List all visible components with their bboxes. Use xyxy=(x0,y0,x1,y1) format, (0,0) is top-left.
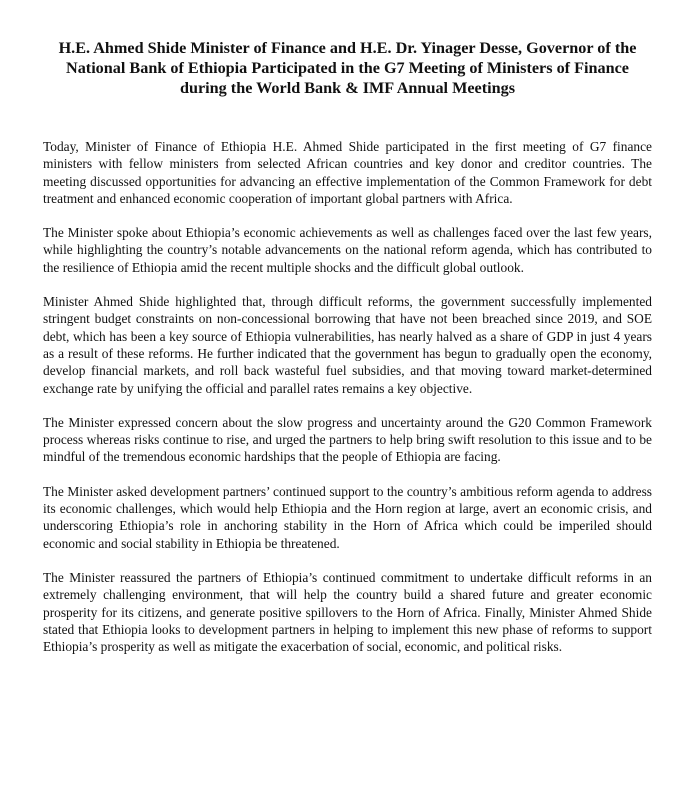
paragraph-3: Minister Ahmed Shide highlighted that, through difficult reforms, the government successfully implemented stringent budget constraints on non-concessional borrowing that have not been breached since 2019, and SOE debt, which has been a key source of Ethiopia vulnerabilities, has nearly halved as a share of GDP in just 4 years as a result of these reforms. He further indicated that the government has begun to gradually open the economy, develop financial markets, and roll back wasteful fuel subsidies, and that moving toward market-determined exchange rate by unifying the official and parallel rates remains a key objective. xyxy=(43,294,652,396)
document-title: H.E. Ahmed Shide Minister of Finance and H.E. Dr. Yinager Desse, Governor of the National Bank of Ethiopia Participated in the G7 Meeting of Ministers of Finance during the World Bank & IMF Annual Meetings xyxy=(58,39,637,97)
paragraph-6: The Minister reassured the partners of Ethiopia’s continued commitment to undertake difficult reforms in an extremely challenging environment, that will help the country build a shared future and greater economic prosperity for its citizens, and generate positive spillovers to the Horn of Africa. Finally, Minister Ahmed Shide stated that Ethiopia looks to development partners in helping to implement this new phase of reforms to support Ethiopia’s prosperity as well as mitigate the exacerbation of social, economic, and political risks. xyxy=(43,569,652,655)
paragraph-2: The Minister spoke about Ethiopia’s economic achievements as well as challenges faced over the last few years, while highlighting the country’s notable advancements on the national reform agenda, which has contributed to the resilience of Ethiopia amid the recent multiple shocks and the difficult global outlook. xyxy=(43,225,652,275)
paragraph-4: The Minister expressed concern about the slow progress and uncertainty around the G20 Common Framework process whereas risks continue to rise, and urged the partners to help bring swift resolution to this issue and to be mindful of the tremendous economic hardships that the people of Ethiopia are facing. xyxy=(43,414,652,465)
paragraph-1: Today, Minister of Finance of Ethiopia H.E. Ahmed Shide participated in the first meeting of G7 finance ministers with fellow ministers from selected African countries and key donor and creditor countries. The meeting discussed opportunities for advancing an effective implementation of the Common Framework for debt treatment and enhanced economic cooperation of important global partners with Africa. xyxy=(43,139,652,206)
paragraph-5: The Minister asked development partners’ continued support to the country’s ambitious reform agenda to address its economic challenges, which would help Ethiopia and the Horn region at large, avert an economic crisis, and underscoring Ethiopia’s role in anchoring stability in the Horn of Africa which could be imperiled should economic and social stability in Ethiopia be threatened. xyxy=(43,483,652,551)
document-body xyxy=(43,138,652,655)
